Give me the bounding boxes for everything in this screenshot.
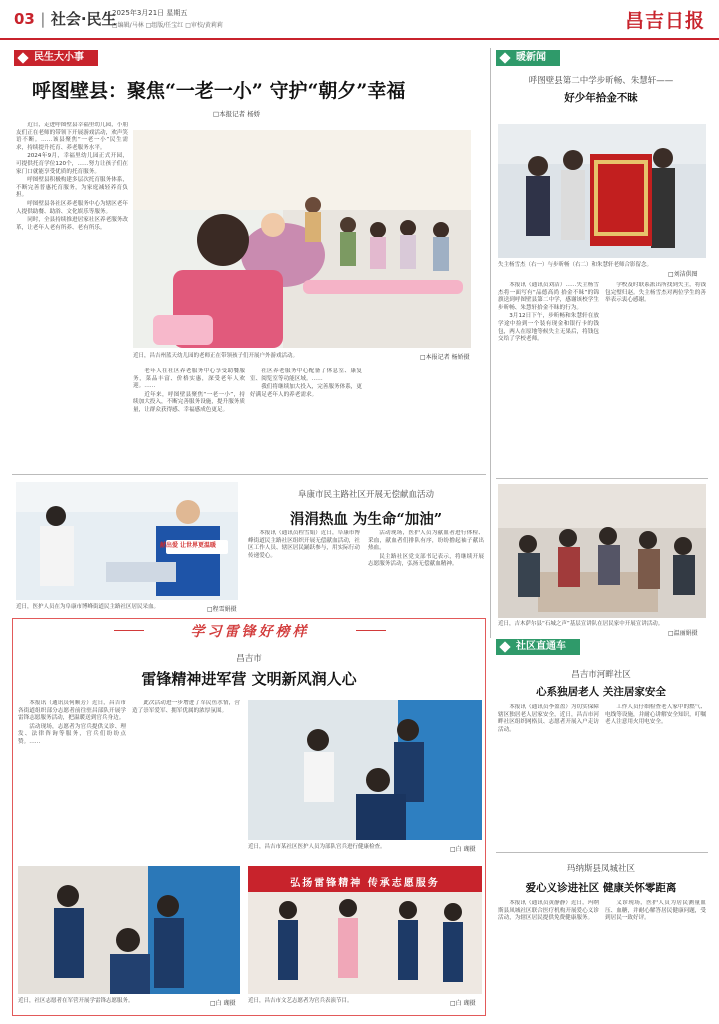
column-divider [490, 48, 491, 638]
health-check-photo-illustration [248, 700, 482, 840]
paragraph: 本报讯（通讯员刘洁）……失主杨雪杰将一面写有“品德高尚 拾金不昧”的锦旗送到呼图壁县第二中学，感谢该校学生步昕畅、朱慧轩拾金不昧的行为。 [498, 282, 599, 311]
tag-community: 社区直通车 [496, 639, 580, 655]
news-text-col1 [498, 282, 599, 476]
main-photo-caption: 近日，昌吉州蓝天幼儿园的老师正在带领孩子们开展户外游戏活动。 [133, 353, 299, 359]
news-photo [498, 124, 706, 258]
news-photo-caption: 失主杨雪杰（右一）与步昕畅（右二）和朱慧轩老师合影留念。 [498, 262, 653, 268]
editor-credits: □编辑/马林 □组版/任宝红 □审校/黄莉莉 [112, 22, 223, 29]
community-1-text-col2 [605, 704, 706, 846]
paragraph: 3月12日下午，步昕畅和朱慧轩在放学途中捡到一个装有现金和银行卡的钱包，两人在原地等候失主无果后，将钱包交给了学校老师。 [498, 313, 599, 343]
leifeng-photo-3 [18, 866, 240, 994]
blood-text-col2 [368, 530, 484, 612]
community-1-headline: 心系独居老人 关注居家安全 [536, 686, 666, 698]
main-text-col1 [16, 122, 128, 470]
paragraph: 民主路社区党支部书记表示，将继续开展志愿服务活动，弘扬无偿献血精神。 [368, 553, 484, 568]
leifeng-text-col2 [132, 700, 240, 864]
blood-photo [16, 482, 238, 600]
leifeng-photo-1 [248, 700, 482, 840]
pennant-photo-illustration [498, 124, 706, 258]
issue-date: 2025年3月21日 星期五 [112, 9, 188, 17]
main-byline: □本报记者 杨娇 [213, 110, 261, 118]
paragraph: 2024年9月，幸福里幼儿园正式开园，可提供托育学位120个，……努力让孩子们在家门口就能享受优质的托育服务。 [16, 153, 128, 175]
news-headline: 好少年拾金不昧 [564, 92, 638, 104]
paragraph: 学校及时联系派出所找到失主，将钱包完璧归赵。失主杨雪杰对两位学生的善举表示衷心感谢。 [605, 282, 706, 304]
main-photo-credit: □本报记者 杨娇摄 [420, 354, 470, 361]
paragraph: 社区养老服务中心配备了休息室、康复室、阅览室等功能区域。…… [250, 368, 362, 382]
home-visit-photo-illustration [498, 484, 706, 618]
masthead [0, 0, 719, 40]
paragraph: 老年人在社区养老服务中心享受助餐服务，菜品丰富、价格实惠，深受老年人欢迎。…… [133, 368, 245, 390]
paragraph: 近日，走进呼图壁县幸福里幼儿园，小朋友们正在老师的带领下开展游戏活动，欢声笑语不断。……该县聚焦“一老一小”民生需求，持续提升托育、养老服务水平。 [16, 122, 128, 151]
paragraph: 呼图壁县各社区养老服务中心为辖区老年人提供助餐、助浴、文化娱乐等服务。 [16, 200, 128, 215]
paragraph: 近年来，呼图壁县聚焦“一老一小”，持续加大投入，不断完善服务设施，提升服务质量，让群众获得感、幸福感成色更足。 [133, 391, 245, 413]
tag-livelihood: 民生大小事 [14, 50, 98, 66]
leifeng-photo-3-caption: 近日，社区志愿者在军营开展学雷锋志愿服务。 [18, 998, 134, 1004]
kindergarten-photo-illustration [133, 130, 471, 348]
news-text-col2 [605, 282, 706, 476]
paragraph: 本报讯（通讯员程雪娟）近日，阜康市博峰街道民主路社区组织开展无偿献血活动，社区工作人员、辖区居民踊跃参与，用实际行动传递爱心。 [248, 530, 360, 559]
leifeng-photo-2-caption: 近日，昌吉市文艺志愿者为官兵表演节目。 [248, 998, 353, 1004]
community-1-text-col1 [498, 704, 599, 846]
paragraph: 工作人员仔细检查老人家中的燃气、电线等设施，并耐心讲解安全知识，叮嘱老人注意用火用电安全。 [605, 704, 706, 726]
blood-photo-caption: 近日，医护人员在为阜康市博峰街道民主路社区居民采血。 [16, 604, 160, 610]
community-2-text-col1 [498, 900, 599, 1018]
section-divider [12, 474, 486, 475]
leifeng-photo-1-caption: 近日，昌吉市某社区医护人员为部队官兵进行健康检查。 [248, 844, 386, 850]
blood-headline: 涓涓热血 为生命“加油” [289, 511, 443, 528]
news-photo-2 [498, 484, 706, 618]
leifeng-banner: 学习雷锋好榜样 [150, 621, 350, 639]
paragraph: 活动现场，医护人员为献血者进行体检、采血，献血者们排队有序，纷纷撸起袖子献出热血。 [368, 530, 484, 552]
paragraph: 活动现场，志愿者为官兵提供义诊、理发、法律咨询等服务，官兵们纷纷点赞。…… [18, 723, 126, 745]
paragraph: 本报讯（通讯员何顺芳）近日，昌吉市各街道组织部分志愿者前往驻昌部队开展学雷锋志愿服务活动，把温暖送到官兵身边。 [18, 700, 126, 722]
news-photo-2-caption: 近日，吉木萨尔县“石城之声”基层宣讲队在居民家中开展宣讲活动。 [498, 621, 664, 627]
section-name: 社会·民生 [50, 10, 117, 28]
leifeng-photo-2 [248, 866, 482, 994]
leifeng-photo-2-credit: □白 瑚摄 [450, 1000, 476, 1007]
tag-warm-news: 暖新闻 [496, 50, 560, 66]
section-divider [496, 478, 708, 479]
donation-badge: 献出爱 让世界更温暖 [159, 542, 217, 549]
paragraph: 我们将继续加大投入，完善服务体系，更好满足老年人的养老需求。 [250, 384, 362, 398]
paragraph: 义诊现场，医护人员为居民测量血压、血糖，并耐心解答居民健康问题，受到居民一致好评。 [605, 900, 706, 922]
event-banner-text: 弘扬雷锋精神 传承志愿服务 [290, 878, 440, 889]
paragraph: 此次活动进一步增进了军民鱼水情，营造了崇军爱军、拥军优属的浓厚氛围。 [132, 700, 240, 714]
community-2-headline: 爱心义诊进社区 健康关怀零距离 [525, 882, 677, 894]
community-2-kicker: 玛纳斯县凤城社区 [566, 864, 635, 874]
community-2-text-col2 [605, 900, 706, 1018]
main-text-col4 [250, 368, 362, 468]
page-number: 03 [14, 10, 35, 28]
leifeng-photo-1-credit: □白 瑚摄 [450, 846, 476, 853]
page-header: 03 | 社会·民生 [14, 10, 117, 28]
news-photo-credit: □刘洁供图 [668, 271, 698, 278]
section-divider [496, 852, 708, 853]
blood-text-col1 [248, 530, 360, 612]
community-1-kicker: 昌吉市河畔社区 [571, 670, 631, 680]
paragraph: 呼图壁县积极构建多层次托育服务体系，不断完善普惠托育服务，为家庭减轻养育负担。 [16, 177, 128, 199]
leifeng-photo-3-credit: □白 瑚摄 [210, 1000, 236, 1007]
news-photo-2-credit: □温丽娟摄 [668, 630, 698, 637]
main-photo [133, 130, 471, 348]
blood-photo-credit: □程雪娟摄 [207, 606, 237, 613]
news-kicker: 呼图壁县第二中学步昕畅、朱慧轩—— [528, 76, 674, 86]
paragraph: 本报讯（通讯员黄静静）近日，玛纳斯县凤城社区联合医疗机构开展爱心义诊活动，为辖区居民提供免费健康服务。 [498, 900, 599, 922]
volunteer-photo-illustration [18, 866, 240, 994]
leifeng-headline: 雷锋精神进军营 文明新风润人心 [141, 670, 357, 688]
leifeng-text-col1 [18, 700, 126, 864]
paper-logo: 昌吉日报 [624, 10, 705, 32]
main-headline: 呼图壁县：聚焦“一老一小” 守护“朝夕”幸福 [32, 80, 406, 102]
leifeng-kicker: 昌吉市 [236, 654, 262, 664]
blood-kicker: 阜康市民主路社区开展无偿献血活动 [297, 490, 434, 500]
main-text-col3 [133, 368, 245, 468]
paragraph: 本报讯（通讯员李盈盈）为切实保障辖区独居老人居家安全，近日，昌吉市河畔社区组织网格员、志愿者开展入户走访活动。 [498, 704, 599, 733]
paragraph: 同时，全县持续推进居家社区养老服务改革，让老年人老有所养、老有所乐。 [16, 217, 128, 231]
